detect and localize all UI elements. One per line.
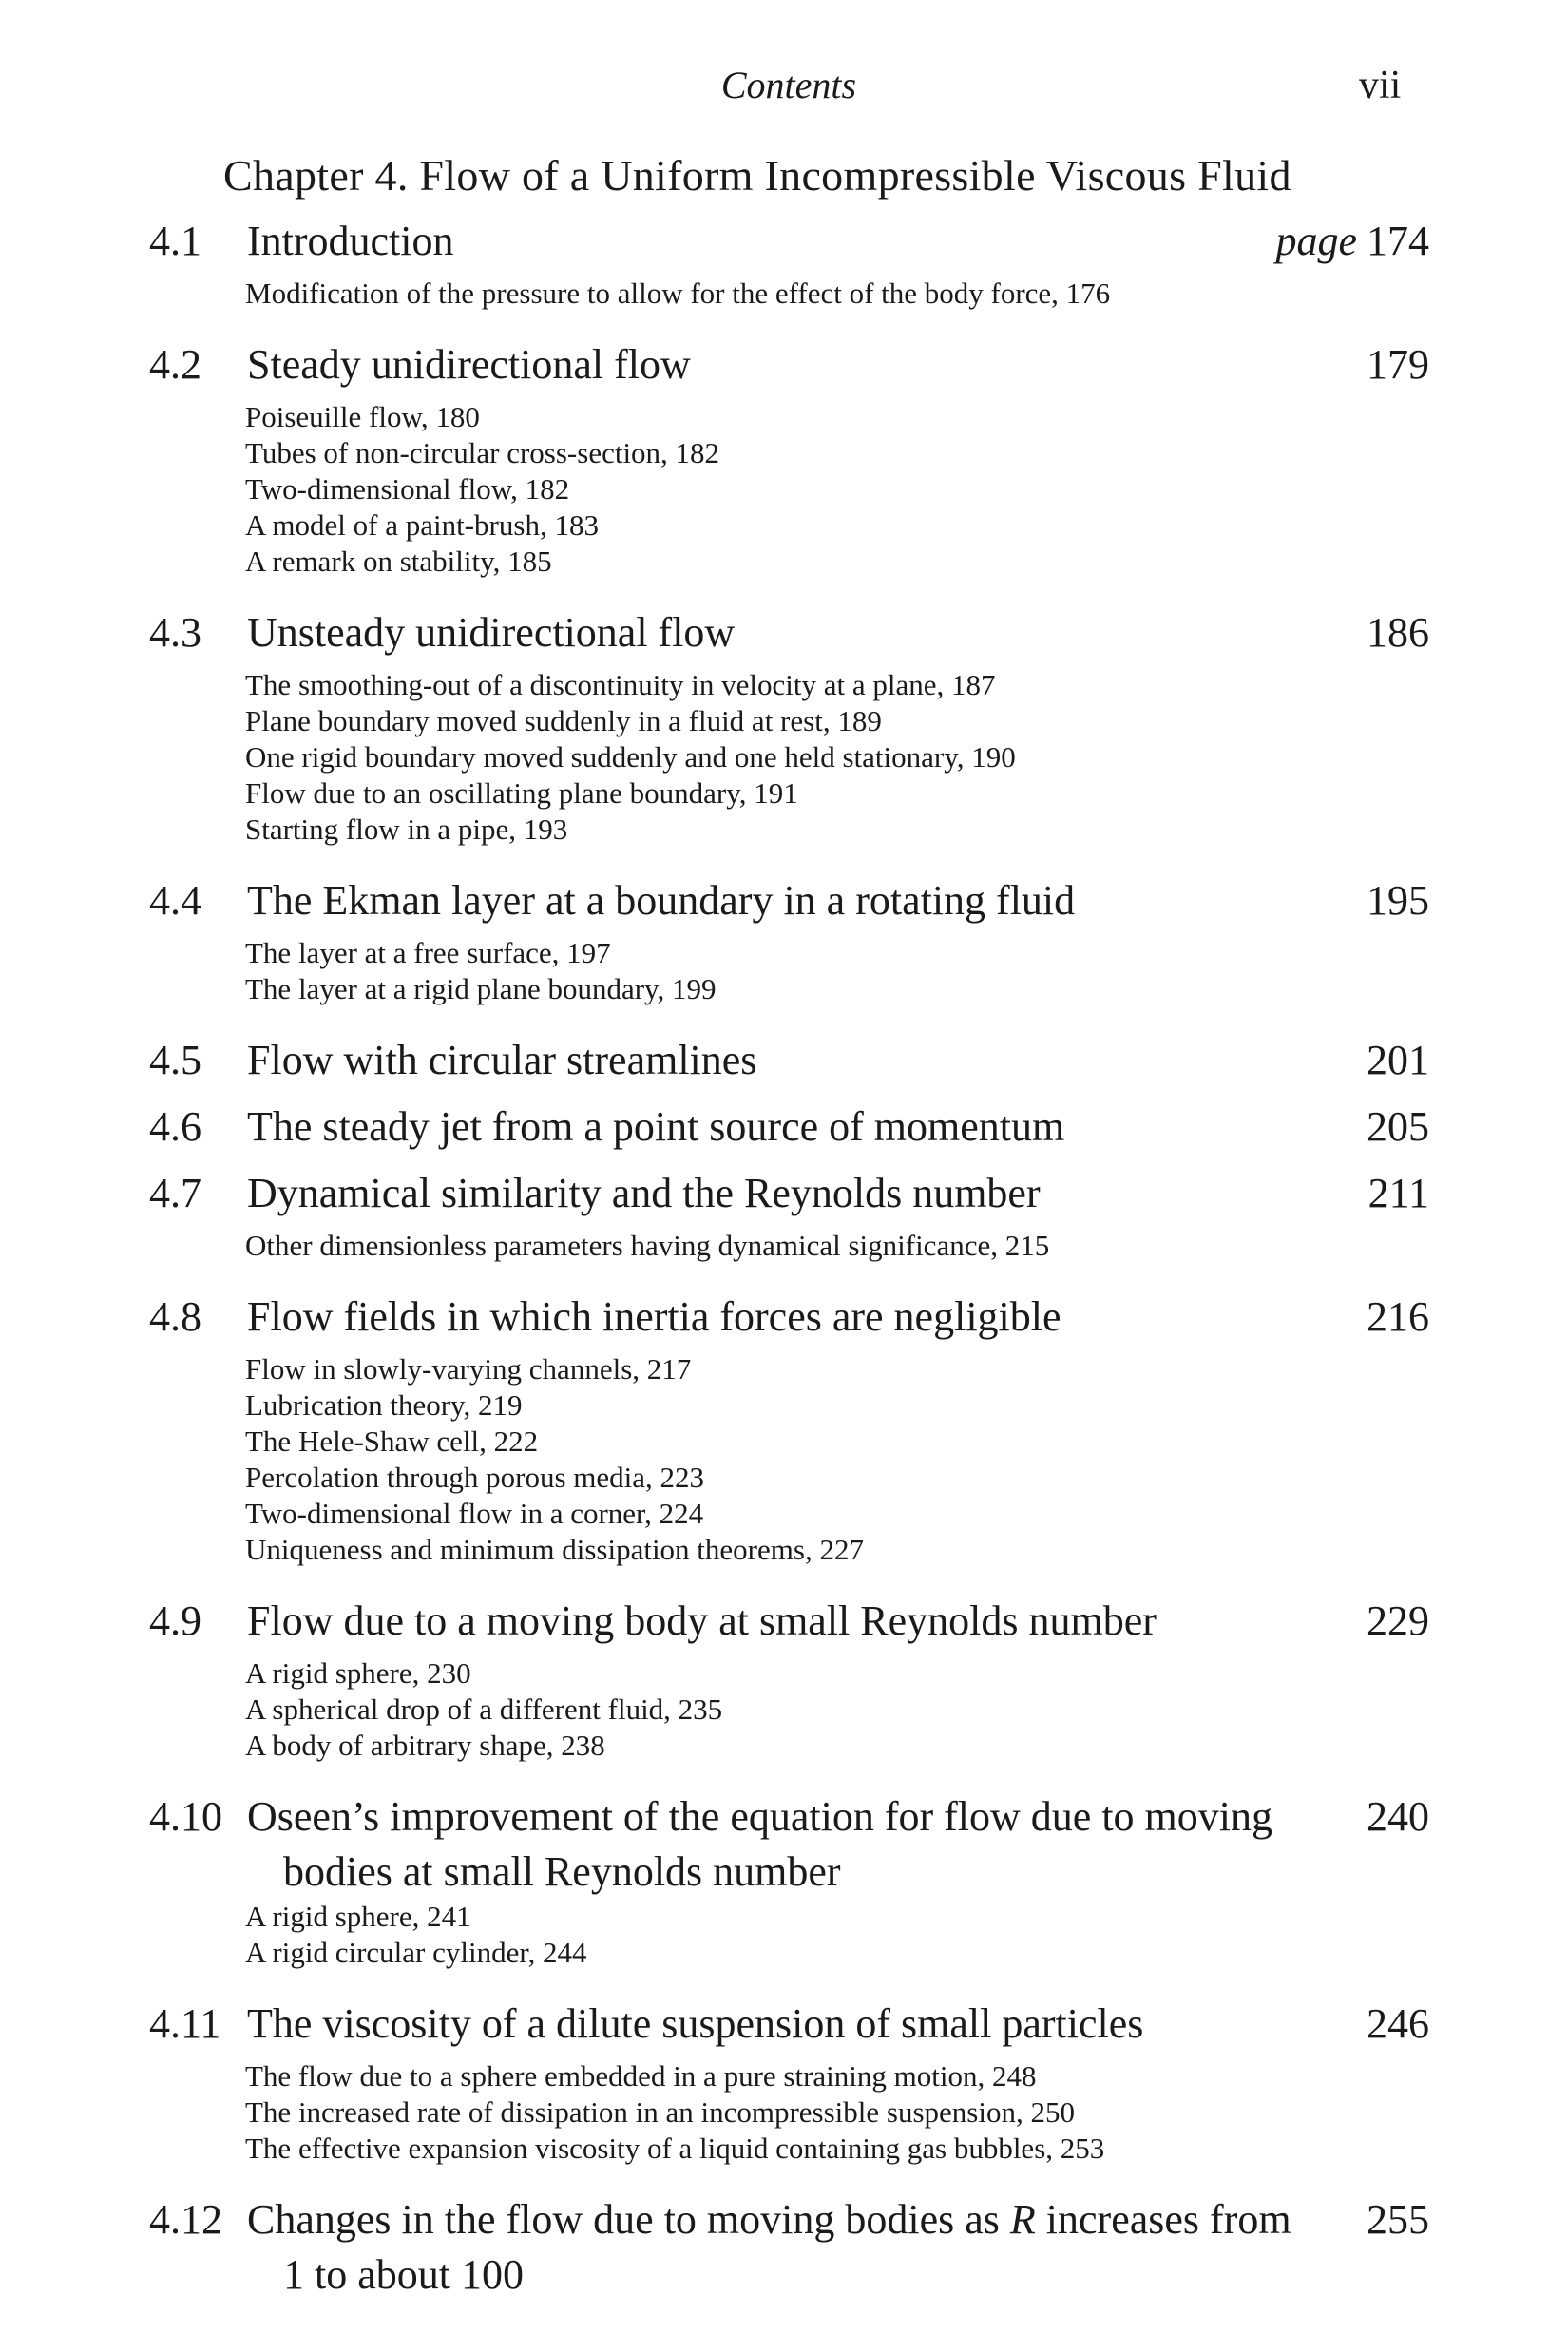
section-number: 4.7 — [149, 1170, 201, 1216]
section-title[interactable]: Steady unidirectional flow — [247, 341, 691, 388]
section-spacer — [0, 2298, 1568, 2309]
section-heading-line — [0, 2195, 1568, 2250]
toc-section-4-10 — [0, 1792, 1568, 1999]
subsection-list — [245, 1895, 1568, 1971]
section-number: 4.10 — [149, 1793, 222, 1840]
section-number: 4.8 — [149, 1293, 201, 1340]
toc-section-4-2 — [0, 340, 1568, 608]
subsection-item[interactable]: Modification of the pressure to allow for the effect of the body force, 176 — [245, 277, 1111, 310]
chapter-title: Chapter 4. Flow of a Uniform Incompressible Viscous Fluid — [223, 151, 1291, 200]
section-page: 246 — [1367, 2000, 1429, 2047]
section-heading-line — [0, 1036, 1568, 1091]
subsection-item[interactable]: Lubrication theory, 219 — [245, 1388, 523, 1422]
section-heading-line — [0, 1999, 1568, 2055]
section-page: 255 — [1367, 2196, 1429, 2243]
subsection-item[interactable]: Poiseuille flow, 180 — [245, 400, 480, 433]
toc-section-4-11 — [0, 1999, 1568, 2195]
section-page: 195 — [1367, 877, 1429, 924]
section-spacer — [0, 848, 1568, 876]
subsection-list — [245, 395, 1568, 580]
section-number: 4.12 — [149, 2196, 222, 2243]
section-spacer — [0, 1091, 1568, 1102]
subsection-list — [245, 2055, 1568, 2167]
subsection-item[interactable]: One rigid boundary moved suddenly and one held stationary, 190 — [245, 740, 1016, 774]
section-page: 216 — [1367, 1293, 1429, 1340]
subsection-item[interactable]: Two-dimensional flow in a corner, 224 — [245, 1497, 704, 1530]
section-title[interactable]: Flow due to a moving body at small Reynolds number — [247, 1597, 1157, 1644]
toc-section-4-3 — [0, 608, 1568, 876]
subsection-item[interactable]: The Hele-Shaw cell, 222 — [245, 1425, 539, 1458]
toc-section-4-12 — [0, 2195, 1568, 2309]
section-spacer — [0, 1568, 1568, 1597]
section-title[interactable]: Introduction — [247, 218, 454, 264]
section-number: 4.2 — [149, 341, 201, 388]
section-page: page 174 — [1275, 218, 1429, 264]
section-number: 4.9 — [149, 1597, 201, 1644]
toc-section-4-9 — [0, 1597, 1568, 1792]
section-title[interactable]: The steady jet from a point source of momentum — [247, 1103, 1065, 1150]
subsection-item[interactable]: A rigid circular cylinder, 244 — [245, 1936, 587, 1969]
section-page: 201 — [1367, 1037, 1429, 1083]
toc-section-4-4 — [0, 876, 1568, 1036]
table-of-contents — [0, 217, 1568, 2309]
toc-section-4-1 — [0, 217, 1568, 340]
section-page: 186 — [1367, 609, 1429, 656]
section-page: 179 — [1367, 341, 1429, 388]
section-number: 4.1 — [149, 218, 201, 264]
subsection-item[interactable]: A model of a paint-brush, 183 — [245, 508, 599, 542]
section-title[interactable]: Dynamical similarity and the Reynolds number — [247, 1170, 1041, 1216]
section-page: 211 — [1367, 1170, 1429, 1216]
subsection-item[interactable]: Flow due to an oscillating plane boundary, 191 — [245, 776, 798, 810]
section-number: 4.3 — [149, 609, 201, 656]
section-title[interactable]: The Ekman layer at a boundary in a rotating fluid — [247, 877, 1076, 924]
section-spacer — [0, 580, 1568, 608]
subsection-item[interactable]: A spherical drop of a different fluid, 235 — [245, 1692, 723, 1726]
toc-section-4-6 — [0, 1102, 1568, 1169]
section-spacer — [0, 1764, 1568, 1792]
section-number: 4.6 — [149, 1103, 201, 1150]
section-number: 4.11 — [149, 2000, 221, 2047]
section-spacer — [0, 1157, 1568, 1169]
section-heading-line — [0, 217, 1568, 272]
page-number: vii — [1359, 64, 1402, 107]
toc-section-4-5 — [0, 1036, 1568, 1102]
section-title[interactable]: Unsteady unidirectional flow — [247, 609, 736, 656]
section-title-continuation[interactable]: 1 to about 100 — [283, 2251, 524, 2298]
section-heading-line — [0, 1597, 1568, 1652]
toc-section-4-8 — [0, 1292, 1568, 1597]
running-title: Contents — [720, 64, 857, 106]
section-page: 240 — [1367, 1793, 1429, 1840]
subsection-item[interactable]: The flow due to a sphere embedded in a pure straining motion, 248 — [245, 2059, 1037, 2093]
subsection-item[interactable]: Uniqueness and minimum dissipation theorems, 227 — [245, 1533, 864, 1566]
section-title[interactable]: Changes in the flow due to moving bodies as R increases from — [247, 2196, 1291, 2243]
subsection-item[interactable]: Starting flow in a pipe, 193 — [245, 813, 568, 846]
section-heading-line — [0, 876, 1568, 931]
subsection-item[interactable]: Flow in slowly-varying channels, 217 — [245, 1352, 692, 1386]
subsection-item[interactable]: A body of arbitrary shape, 238 — [245, 1729, 605, 1762]
section-title-continuation-line — [0, 2250, 1568, 2298]
section-title-continuation[interactable]: bodies at small Reynolds number — [283, 1848, 841, 1895]
section-spacer — [0, 312, 1568, 340]
section-title[interactable]: The viscosity of a dilute suspension of small particles — [247, 2000, 1144, 2047]
section-spacer — [0, 2167, 1568, 2195]
subsection-item[interactable]: A rigid sphere, 230 — [245, 1656, 471, 1690]
section-title[interactable]: Flow with circular streamlines — [247, 1037, 757, 1083]
subsection-list — [245, 272, 1568, 312]
subsection-item[interactable]: Plane boundary moved suddenly in a fluid at rest, 189 — [245, 704, 882, 737]
subsection-list — [245, 1652, 1568, 1764]
toc-section-4-7 — [0, 1169, 1568, 1292]
section-page: 205 — [1367, 1103, 1429, 1150]
subsection-item[interactable]: Percolation through porous media, 223 — [245, 1461, 704, 1494]
section-title[interactable]: Flow fields in which inertia forces are negligible — [247, 1293, 1061, 1340]
subsection-item[interactable]: A rigid sphere, 241 — [245, 1900, 471, 1933]
subsection-item[interactable]: Tubes of non-circular cross-section, 182 — [245, 436, 720, 469]
section-title[interactable]: Oseen’s improvement of the equation for flow due to moving — [247, 1793, 1272, 1840]
section-spacer — [0, 1264, 1568, 1292]
subsection-item[interactable]: A remark on stability, 185 — [245, 545, 552, 578]
section-number: 4.4 — [149, 877, 201, 924]
subsection-item[interactable]: The increased rate of dissipation in an incompressible suspension, 250 — [245, 2095, 1075, 2129]
subsection-item[interactable]: The smoothing-out of a discontinuity in velocity at a plane, 187 — [245, 668, 996, 701]
subsection-item[interactable]: The effective expansion viscosity of a liquid containing gas bubbles, 253 — [245, 2132, 1105, 2165]
section-heading-line — [0, 340, 1568, 395]
section-title-continuation-line — [0, 1847, 1568, 1895]
subsection-item[interactable]: The layer at a free surface, 197 — [245, 936, 611, 969]
section-heading-line — [0, 1792, 1568, 1847]
subsection-item[interactable]: The layer at a rigid plane boundary, 199 — [245, 972, 717, 1005]
section-heading-line — [0, 1292, 1568, 1348]
section-page: 229 — [1367, 1597, 1429, 1644]
subsection-list — [245, 1224, 1568, 1264]
section-heading-line — [0, 1169, 1568, 1224]
page-label: page — [1275, 218, 1357, 264]
subsection-item[interactable]: Two-dimensional flow, 182 — [245, 472, 570, 506]
section-number: 4.5 — [149, 1037, 201, 1083]
section-heading-line — [0, 608, 1568, 663]
page-header — [0, 63, 1568, 120]
subsection-item[interactable]: Other dimensionless parameters having dynamical significance, 215 — [245, 1229, 1050, 1262]
section-spacer — [0, 1971, 1568, 1999]
subsection-list — [245, 1348, 1568, 1568]
subsection-list — [245, 663, 1568, 848]
section-spacer — [0, 1007, 1568, 1036]
subsection-list — [245, 931, 1568, 1007]
section-heading-line — [0, 1102, 1568, 1157]
